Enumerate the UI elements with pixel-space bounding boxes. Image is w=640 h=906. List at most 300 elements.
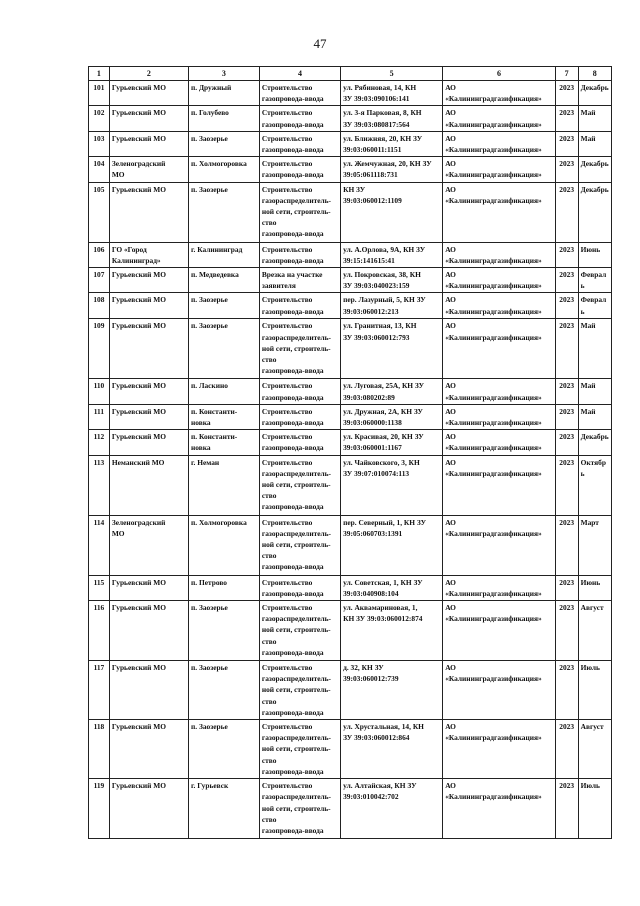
table-row <box>89 106 612 131</box>
row-number-cell <box>89 157 110 182</box>
address-cell <box>341 601 443 661</box>
row-number-cell <box>89 293 110 319</box>
address-cell <box>341 430 443 455</box>
row-number-text: 111 <box>93 406 105 416</box>
column-header: 1 <box>89 67 110 81</box>
month-cell <box>578 182 611 242</box>
month-cell <box>578 404 611 429</box>
row-number-text: 110 <box>93 381 105 391</box>
municipality-text: Гурьевский МО <box>111 722 166 732</box>
month-cell <box>578 575 611 600</box>
table-row <box>89 131 612 156</box>
work-type-cell <box>259 661 340 720</box>
work-type-cell <box>259 106 340 131</box>
settlement-text: п. Заозерье <box>191 321 228 331</box>
municipality-text: Зеленоградский МО <box>111 159 166 180</box>
work-type-text: Строительство газораспределитель- ной сети, строитель- ство газопровода-ввода <box>261 517 332 572</box>
settlement-cell <box>189 319 260 379</box>
year-cell <box>555 575 578 600</box>
municipality-text: ГО «Город Калининград» <box>111 244 161 265</box>
row-number-cell <box>89 779 110 839</box>
address-text: пер. Лазурный, 5, КН ЗУ 39:03:060012:213 <box>343 295 426 316</box>
organization-cell <box>443 455 556 515</box>
page-number: 47 <box>313 36 327 51</box>
year-text: 2023 <box>559 83 575 92</box>
settlement-cell <box>189 575 260 600</box>
municipality-text: Гурьевский МО <box>111 295 166 305</box>
table-row <box>89 661 612 720</box>
organization-text: АО «Калининградгазификация» <box>445 663 542 684</box>
work-type-cell <box>259 182 340 242</box>
row-number-cell <box>89 131 110 156</box>
work-type-cell <box>259 319 340 379</box>
municipality-cell <box>109 131 188 156</box>
municipality-text: Гурьевский МО <box>111 663 166 673</box>
address-cell <box>341 779 443 839</box>
month-cell <box>578 242 611 267</box>
work-type-text: Строительство газопровода-ввода <box>261 295 324 316</box>
settlement-text: п. Петрово <box>191 577 227 587</box>
work-type-cell <box>259 601 340 661</box>
row-number-cell <box>89 601 110 661</box>
address-cell <box>341 404 443 429</box>
organization-text: АО «Калининградгазификация» <box>445 577 542 598</box>
address-text: пер. Северный, 1, КН ЗУ 39:05:060703:1391 <box>343 517 426 538</box>
table-row <box>89 242 612 267</box>
municipality-cell <box>109 575 188 600</box>
settlement-cell <box>189 106 260 131</box>
row-number-text: 105 <box>93 184 105 194</box>
address-cell <box>341 106 443 131</box>
settlement-cell <box>189 661 260 720</box>
municipality-text: Гурьевский МО <box>111 781 166 791</box>
month-text: Май <box>580 381 596 391</box>
row-number-cell <box>89 575 110 600</box>
year-cell <box>555 182 578 242</box>
row-number-cell <box>89 455 110 515</box>
month-cell <box>578 430 611 455</box>
column-header: 3 <box>189 67 260 81</box>
gasification-table <box>88 66 612 839</box>
settlement-text: п. Медведевка <box>191 270 239 280</box>
address-text: ул. Советская, 1, КН ЗУ 39:03:040908:104 <box>343 577 423 598</box>
month-text: Май <box>580 108 596 118</box>
municipality-cell <box>109 157 188 182</box>
municipality-text: Гурьевский МО <box>111 381 166 391</box>
month-cell <box>578 293 611 319</box>
municipality-cell <box>109 601 188 661</box>
year-text: 2023 <box>559 159 575 169</box>
settlement-text: п. Заозерье <box>191 722 228 732</box>
month-text: Июль <box>580 781 600 791</box>
organization-cell <box>443 268 556 293</box>
organization-text: АО «Калининградгазификация» <box>445 457 542 478</box>
settlement-text: п. Константи- новка <box>191 406 238 428</box>
address-cell <box>341 268 443 293</box>
municipality-cell <box>109 319 188 379</box>
address-text: ул. Рябиновая, 14, КН ЗУ 39:03:090106:141 <box>343 83 417 104</box>
work-type-text: Строительство газопровода-ввода <box>261 108 324 129</box>
organization-cell <box>443 106 556 131</box>
year-text: 2023 <box>559 295 575 305</box>
settlement-cell <box>189 131 260 156</box>
address-text: ул. Ближняя, 20, КН ЗУ 39:03:060011:1151 <box>343 133 423 155</box>
address-cell <box>341 379 443 404</box>
year-text: 2023 <box>559 457 575 467</box>
organization-text: АО «Калининградгазификация» <box>445 244 542 265</box>
work-type-cell <box>259 131 340 156</box>
work-type-text: Строительство газопровода-ввода <box>261 159 324 180</box>
table-row <box>89 455 612 515</box>
year-text: 2023 <box>559 517 575 527</box>
settlement-text: п. Константи- новка <box>191 432 238 453</box>
row-number-text: 107 <box>93 270 105 280</box>
settlement-cell <box>189 430 260 455</box>
work-type-text: Строительство газопровода-ввода <box>261 406 324 428</box>
organization-text: АО «Калининградгазификация» <box>445 295 542 316</box>
settlement-cell <box>189 157 260 182</box>
organization-cell <box>443 131 556 156</box>
organization-cell <box>443 379 556 404</box>
work-type-text: Строительство газораспределитель- ной сети, строитель- ство газопровода-ввода <box>261 781 332 835</box>
municipality-cell <box>109 242 188 267</box>
address-text: ул. Чайковского, 3, КН ЗУ 39:07:010074:113 <box>343 457 420 478</box>
work-type-cell <box>259 81 340 106</box>
settlement-cell <box>189 404 260 429</box>
municipality-cell <box>109 661 188 720</box>
month-cell <box>578 157 611 182</box>
year-text: 2023 <box>559 321 575 331</box>
month-text: Декабрь <box>580 159 609 169</box>
municipality-cell <box>109 106 188 131</box>
organization-text: АО «Калининградгазификация» <box>445 159 542 180</box>
work-type-cell <box>259 268 340 293</box>
table-row <box>89 81 612 106</box>
work-type-text: Строительство газопровода-ввода <box>261 577 324 598</box>
settlement-cell <box>189 81 260 106</box>
municipality-text: Гурьевский МО <box>111 406 166 416</box>
work-type-text: Строительство газопровода-ввода <box>261 381 324 402</box>
work-type-text: Строительство газораспределитель- ной сети, строитель- ство газопровода-ввода <box>261 663 332 717</box>
table-row <box>89 293 612 319</box>
month-text: Декабрь <box>580 432 609 442</box>
year-cell <box>555 455 578 515</box>
column-header: 5 <box>341 67 443 81</box>
row-number-text: 114 <box>93 517 105 527</box>
year-cell <box>555 81 578 106</box>
month-text: Октябрь <box>580 457 606 478</box>
month-cell <box>578 601 611 661</box>
address-text: ул. Луговая, 25А, КН ЗУ 39:03:080202:89 <box>343 381 425 402</box>
address-text: ул. А.Орлова, 9А, КН ЗУ 39:15:141615:41 <box>343 244 426 265</box>
municipality-text: Гурьевский МО <box>111 432 166 442</box>
month-cell <box>578 661 611 720</box>
settlement-cell <box>189 242 260 267</box>
address-cell <box>341 319 443 379</box>
municipality-cell <box>109 720 188 779</box>
municipality-cell <box>109 455 188 515</box>
settlement-cell <box>189 455 260 515</box>
organization-cell <box>443 404 556 429</box>
work-type-cell <box>259 430 340 455</box>
work-type-cell <box>259 293 340 319</box>
month-cell <box>578 379 611 404</box>
month-text: Февраль <box>580 295 607 316</box>
address-text: ул. Хрустальная, 14, КН ЗУ 39:03:060012:864 <box>343 722 424 743</box>
year-text: 2023 <box>559 781 575 791</box>
settlement-text: п. Холмогоровка <box>191 517 247 527</box>
organization-text: АО «Калининградгазификация» <box>445 83 542 104</box>
year-cell <box>555 319 578 379</box>
row-number-cell <box>89 430 110 455</box>
column-header: 7 <box>555 67 578 81</box>
municipality-text: Гурьевский МО <box>111 603 166 613</box>
organization-cell <box>443 182 556 242</box>
year-text: 2023 <box>559 270 575 280</box>
year-cell <box>555 106 578 131</box>
column-header: 8 <box>578 67 611 81</box>
month-text: Август <box>580 603 604 613</box>
work-type-cell <box>259 455 340 515</box>
work-type-cell <box>259 515 340 575</box>
work-type-text: Строительство газопровода-ввода <box>261 83 324 104</box>
work-type-cell <box>259 404 340 429</box>
municipality-cell <box>109 81 188 106</box>
row-number-cell <box>89 319 110 379</box>
municipality-cell <box>109 515 188 575</box>
month-text: Май <box>580 406 596 416</box>
settlement-cell <box>189 379 260 404</box>
municipality-cell <box>109 293 188 319</box>
address-cell <box>341 455 443 515</box>
address-cell <box>341 575 443 600</box>
month-cell <box>578 106 611 131</box>
month-cell <box>578 720 611 779</box>
organization-text: АО «Калининградгазификация» <box>445 406 542 428</box>
settlement-text: г. Гурьевск <box>191 781 229 791</box>
row-number-text: 112 <box>93 432 105 442</box>
address-text: ул. 3-я Парковая, 8, КН ЗУ 39:03:080817:564 <box>343 108 422 129</box>
work-type-text: Строительство газопровода-ввода <box>261 133 324 155</box>
year-text: 2023 <box>559 381 575 391</box>
row-number-text: 108 <box>93 295 105 305</box>
organization-cell <box>443 575 556 600</box>
work-type-cell <box>259 779 340 839</box>
address-text: ул. Дружная, 2А, КН ЗУ 39:03:060000:1138 <box>343 406 423 428</box>
organization-text: АО «Калининградгазификация» <box>445 722 542 743</box>
address-text: КН ЗУ 39:03:060012:1109 <box>343 184 402 205</box>
year-cell <box>555 379 578 404</box>
year-text: 2023 <box>559 663 575 673</box>
table-row <box>89 379 612 404</box>
year-cell <box>555 242 578 267</box>
settlement-cell <box>189 268 260 293</box>
settlement-cell <box>189 182 260 242</box>
table-row <box>89 182 612 242</box>
table-row <box>89 319 612 379</box>
organization-text: АО «Калининградгазификация» <box>445 603 542 624</box>
table-row <box>89 601 612 661</box>
organization-text: АО «Калининградгазификация» <box>445 432 542 453</box>
work-type-text: Строительство газораспределитель- ной сети, строитель- ство газопровода-ввода <box>261 603 332 657</box>
address-text: ул. Алтайская, КН ЗУ 39:03:010042:702 <box>343 781 417 802</box>
row-number-cell <box>89 268 110 293</box>
month-text: Декабрь <box>580 184 609 194</box>
settlement-text: п. Заозерье <box>191 295 228 305</box>
year-text: 2023 <box>559 406 575 416</box>
municipality-text: Гурьевский МО <box>111 133 166 143</box>
municipality-text: Гурьевский МО <box>111 83 166 92</box>
municipality-cell <box>109 379 188 404</box>
settlement-text: п. Заозерье <box>191 184 228 194</box>
organization-cell <box>443 720 556 779</box>
address-cell <box>341 293 443 319</box>
municipality-cell <box>109 268 188 293</box>
table-row <box>89 720 612 779</box>
column-header: 4 <box>259 67 340 81</box>
table-row <box>89 157 612 182</box>
year-cell <box>555 293 578 319</box>
work-type-text: Строительство газопровода-ввода <box>261 244 324 265</box>
year-cell <box>555 404 578 429</box>
header-row <box>89 67 612 81</box>
table-row <box>89 430 612 455</box>
year-cell <box>555 157 578 182</box>
month-text: Июнь <box>580 577 601 587</box>
work-type-cell <box>259 379 340 404</box>
row-number-cell <box>89 720 110 779</box>
settlement-cell <box>189 779 260 839</box>
row-number-text: 118 <box>93 722 105 732</box>
organization-cell <box>443 242 556 267</box>
settlement-cell <box>189 720 260 779</box>
address-text: ул. Гранитная, 13, КН ЗУ 39:03:060012:793 <box>343 321 417 342</box>
month-text: Июнь <box>580 244 601 254</box>
row-number-cell <box>89 106 110 131</box>
address-cell <box>341 157 443 182</box>
organization-text: АО «Калининградгазификация» <box>445 184 542 205</box>
address-text: ул. Красивая, 20, КН ЗУ 39:03:060001:1167 <box>343 432 424 453</box>
year-cell <box>555 720 578 779</box>
row-number-text: 116 <box>93 603 105 613</box>
work-type-cell <box>259 575 340 600</box>
address-cell <box>341 242 443 267</box>
column-header: 6 <box>443 67 556 81</box>
work-type-text: Врезка на участке заявителя <box>261 270 323 291</box>
settlement-text: п. Холмогоровка <box>191 159 247 169</box>
settlement-cell <box>189 515 260 575</box>
year-text: 2023 <box>559 133 575 143</box>
row-number-text: 102 <box>93 108 105 118</box>
address-cell <box>341 720 443 779</box>
settlement-text: п. Голубево <box>191 108 229 118</box>
month-cell <box>578 81 611 106</box>
work-type-text: Строительство газораспределитель- ной сети, строитель- ство газопровода-ввода <box>261 722 332 776</box>
settlement-text: п. Заозерье <box>191 663 228 673</box>
municipality-text: Гурьевский МО <box>111 577 166 587</box>
row-number-cell <box>89 404 110 429</box>
table-body <box>89 81 612 839</box>
municipality-text: Зеленоградский МО <box>111 517 166 538</box>
municipality-cell <box>109 430 188 455</box>
municipality-text: Гурьевский МО <box>111 321 166 331</box>
organization-text: АО «Калининградгазификация» <box>445 321 542 342</box>
year-cell <box>555 601 578 661</box>
row-number-text: 115 <box>93 577 105 587</box>
month-text: Август <box>580 722 604 732</box>
year-cell <box>555 430 578 455</box>
address-cell <box>341 81 443 106</box>
address-text: д. 32, КН ЗУ 39:03:060012:739 <box>343 663 399 684</box>
address-text: ул. Аквамариновая, 1, КН ЗУ 39:03:060012:874 <box>343 603 423 624</box>
organization-text: АО «Калининградгазификация» <box>445 381 542 402</box>
column-header: 2 <box>109 67 188 81</box>
organization-cell <box>443 601 556 661</box>
organization-text: АО «Калининградгазификация» <box>445 517 542 538</box>
year-cell <box>555 779 578 839</box>
year-text: 2023 <box>559 577 575 587</box>
year-text: 2023 <box>559 722 575 732</box>
work-type-cell <box>259 720 340 779</box>
year-text: 2023 <box>559 184 575 194</box>
year-text: 2023 <box>559 108 575 118</box>
work-type-text: Строительство газораспределитель- ной сети, строитель- ство газопровода-ввода <box>261 184 332 239</box>
month-cell <box>578 268 611 293</box>
work-type-text: Строительство газораспределитель- ной сети, строитель- ство газопровода-ввода <box>261 321 332 376</box>
municipality-cell <box>109 779 188 839</box>
table-row <box>89 779 612 839</box>
municipality-text: Гурьевский МО <box>111 184 166 194</box>
municipality-text: Неманский МО <box>111 457 165 467</box>
month-cell <box>578 455 611 515</box>
row-number-cell <box>89 182 110 242</box>
settlement-text: п. Ласкино <box>191 381 228 391</box>
organization-cell <box>443 430 556 455</box>
row-number-text: 104 <box>93 159 105 169</box>
organization-cell <box>443 779 556 839</box>
month-cell <box>578 515 611 575</box>
organization-text: АО «Калининградгазификация» <box>445 133 542 155</box>
organization-cell <box>443 81 556 106</box>
organization-cell <box>443 319 556 379</box>
year-text: 2023 <box>559 244 575 254</box>
table-row <box>89 404 612 429</box>
row-number-text: 113 <box>93 457 105 467</box>
month-text: Март <box>580 517 599 527</box>
row-number-text: 109 <box>93 321 105 331</box>
table-row <box>89 268 612 293</box>
row-number-text: 103 <box>93 133 105 143</box>
table-row <box>89 515 612 575</box>
month-cell <box>578 319 611 379</box>
row-number-cell <box>89 242 110 267</box>
year-text: 2023 <box>559 432 575 442</box>
organization-cell <box>443 515 556 575</box>
month-text: Февраль <box>580 270 607 291</box>
organization-text: АО «Калининградгазификация» <box>445 781 542 802</box>
organization-cell <box>443 157 556 182</box>
address-cell <box>341 182 443 242</box>
row-number-text: 106 <box>93 244 105 254</box>
settlement-text: п. Дружный <box>191 83 232 92</box>
work-type-cell <box>259 242 340 267</box>
address-text: ул. Жемчужная, 20, КН ЗУ 39:05:061118:731 <box>343 159 432 180</box>
organization-text: АО «Калининградгазификация» <box>445 108 542 129</box>
municipality-cell <box>109 182 188 242</box>
municipality-text: Гурьевский МО <box>111 108 166 118</box>
settlement-text: п. Заозерье <box>191 603 228 613</box>
table-row <box>89 575 612 600</box>
